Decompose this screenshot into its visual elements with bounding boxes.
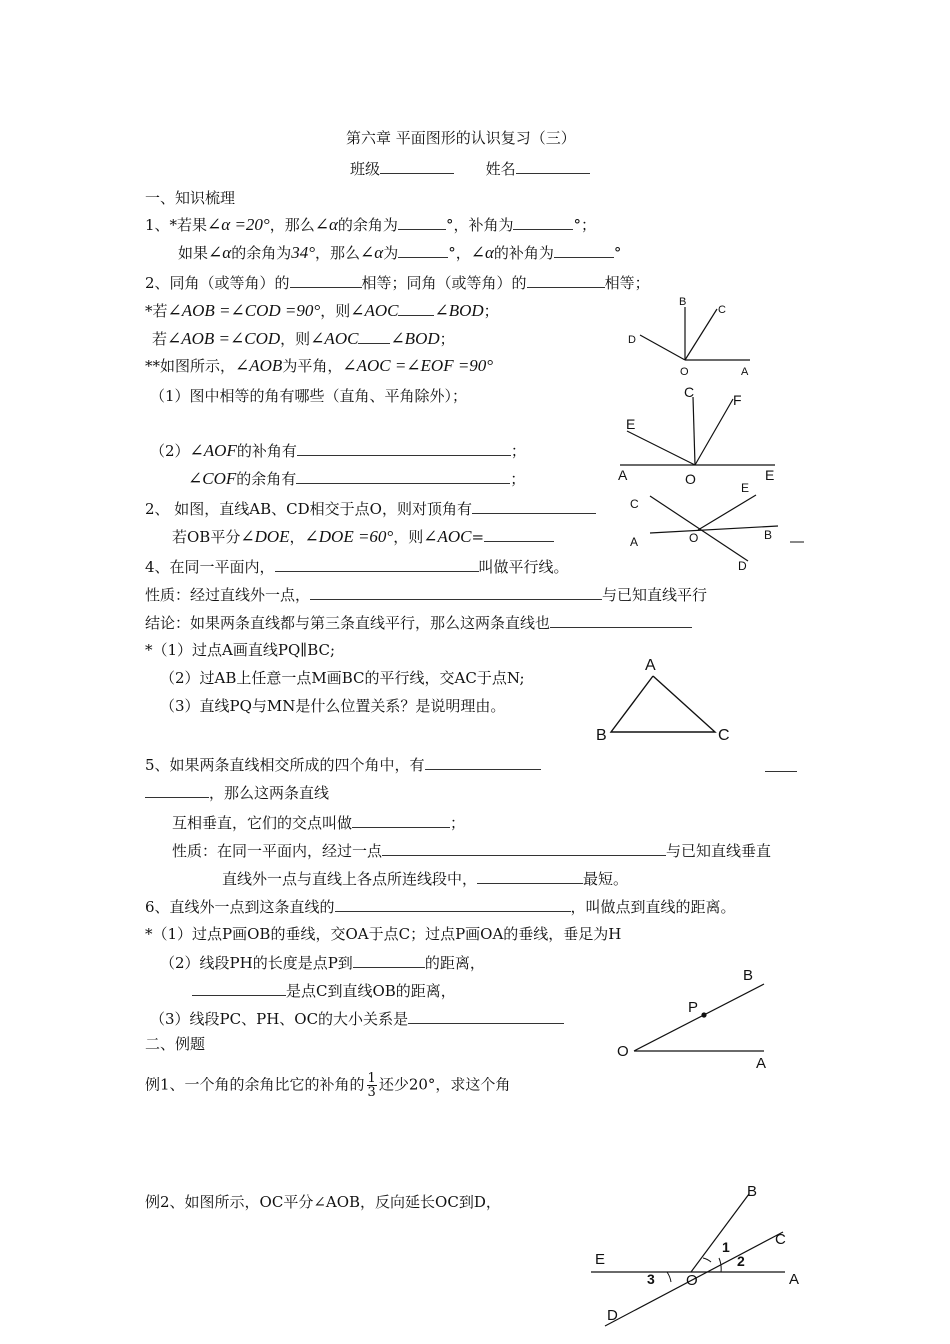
q2-blank-4[interactable] <box>358 328 390 344</box>
q2-line1: 2、同角（或等角）的 相等；同角（或等角）的 相等； <box>145 274 650 292</box>
q5-blank-4[interactable] <box>382 840 666 856</box>
fig2-label-f: F <box>733 392 742 408</box>
q6-blank-1[interactable] <box>335 896 571 912</box>
fig1-label-a: A <box>741 366 749 378</box>
q6-sub1: *（1）过点P画OB的垂线，交OA于点C；过点P画OA的垂线，垂足为H <box>145 925 622 943</box>
figure-angles-1 <box>620 295 760 380</box>
class-label: 班级 <box>350 160 381 178</box>
q5-line5: 直线外一点与直线上各点所连线段中， 最短。 <box>222 870 629 888</box>
q2-sub1: （1）图中相等的角有哪些（直角、平角除外）； <box>150 387 468 405</box>
q3-blank-2[interactable] <box>484 526 554 542</box>
q4-sub1: *（1）过点A画直线PQ∥BC; <box>145 641 336 659</box>
q2-line3: 若∠AOB =∠COD，则∠AOC ∠BOD； <box>152 329 455 348</box>
q6-sub3: 是点C到直线OB的距离， <box>192 980 456 1001</box>
fig4-label-a: A <box>645 657 656 674</box>
figure-angles-2 <box>615 385 785 485</box>
fig6-label-o: O <box>686 1272 698 1289</box>
name-blank[interactable] <box>516 158 590 174</box>
fig5-label-b: B <box>743 967 754 984</box>
fig3-label-e: E <box>741 481 750 495</box>
fig6-label-e: E <box>595 1251 606 1268</box>
fig6-angle-3: 3 <box>647 1271 655 1287</box>
fig2-label-o: O <box>685 471 696 487</box>
q6-blank-3[interactable] <box>192 980 286 996</box>
q1-line2: 如果∠α的余角为34°，那么∠α为 °，∠α的补角为 ° <box>178 243 622 262</box>
q2-line2: *若∠AOB =∠COD =90°，则∠AOC ∠BOD； <box>145 301 499 320</box>
q6-blank-2[interactable] <box>353 952 425 968</box>
q4-blank-1[interactable] <box>275 556 479 572</box>
q5-line4: 性质：在同一平面内，经过一点 与已知直线垂直 <box>172 842 772 860</box>
fig3-label-b: B <box>764 528 773 542</box>
fig3-label-d: D <box>738 559 747 573</box>
class-blank[interactable] <box>380 158 454 174</box>
q6-sub4: （3）线段PC、PH、OC的大小关系是 <box>150 1008 564 1029</box>
q1-blank-2[interactable] <box>513 214 573 230</box>
example2: 例2、如图所示，OC平分∠AOB，反向延长OC到D， <box>145 1193 501 1211</box>
q4-line3: 结论：如果两条直线都与第三条直线平行，那么这两条直线也 <box>145 612 692 633</box>
fig5-label-p: P <box>688 999 699 1016</box>
q5-line1: 5、如果两条直线相交所成的四个角中，有 <box>145 754 541 775</box>
figure-bisector <box>585 1180 810 1330</box>
figure-intersecting-lines <box>620 478 810 573</box>
q1-blank-3[interactable] <box>398 242 448 258</box>
q5-blank-1b[interactable] <box>765 756 797 772</box>
q6-line1: 6、直线外一点到这条直线的 ，叫做点到直线的距离。 <box>145 898 736 916</box>
q4-sub2: （2）过AB上任意一点M画BC的平行线，交AC于点N; <box>160 669 525 687</box>
fig2-label-e2: E <box>765 467 775 483</box>
q4-sub3: （3）直线PQ与MN是什么位置关系？是说明理由。 <box>160 697 506 715</box>
section1-heading: 一、知识梳理 <box>145 189 236 207</box>
q2-sub3: ∠COF的余角有 ； <box>188 469 526 488</box>
fig2-label-a: A <box>618 467 628 483</box>
name-label: 姓名 <box>485 160 516 178</box>
q2-line4: **如图所示，∠AOB为平角，∠AOC =∠EOF =90° <box>145 356 494 375</box>
q4-blank-3[interactable] <box>550 612 692 628</box>
page-title: 第六章 平面图形的认识复习（三） <box>346 129 576 147</box>
q5-blank-1[interactable] <box>425 754 541 770</box>
fig3-label-o: O <box>689 531 699 545</box>
q1-blank-4[interactable] <box>554 242 614 258</box>
fig1-label-b: B <box>679 296 687 308</box>
fig4-label-c: C <box>718 727 730 744</box>
q5-line3: 互相垂直，它们的交点叫做 ； <box>172 814 466 832</box>
fig4-label-b: B <box>596 727 607 744</box>
fig6-label-b: B <box>747 1183 758 1200</box>
q4-blank-2[interactable] <box>310 584 602 600</box>
q5-blank-2[interactable] <box>145 782 209 798</box>
q2-blank-3[interactable] <box>398 300 434 316</box>
fig6-label-c: C <box>775 1231 786 1248</box>
q5-line2: ，那么这两条直线 <box>145 782 329 803</box>
q2-sub2: （2）∠AOF的补角有 ； <box>150 441 526 460</box>
q1-blank-1[interactable] <box>398 214 446 230</box>
q2-blank-2[interactable] <box>527 272 605 288</box>
q4-line1: 4、在同一平面内， 叫做平行线。 <box>145 558 569 576</box>
q2-blank-6[interactable] <box>296 468 510 484</box>
fig6-angle-2: 2 <box>737 1253 745 1269</box>
fig3-label-c: C <box>630 497 639 511</box>
section2-heading: 二、例题 <box>145 1035 206 1053</box>
example1: 例1、一个角的余角比它的补角的 $\frac{1}{3}$ 还少20°，求这个角 <box>145 1071 511 1100</box>
q6-sub2: （2）线段PH的长度是点P到 的距离， <box>160 954 485 972</box>
fig2-label-e: E <box>626 416 636 432</box>
q5-blank-5[interactable] <box>477 868 583 884</box>
fraction-one-third: $\frac{1}{3}$ <box>367 1071 376 1100</box>
fig5-label-a: A <box>756 1055 767 1072</box>
fig2-label-c: C <box>684 384 695 400</box>
fig1-label-o: O <box>680 366 689 378</box>
fig1-label-c: C <box>718 304 726 316</box>
q3-line2: 若OB平分∠DOE，∠DOE =60°，则∠AOC= <box>172 526 554 547</box>
figure-angle-point-p <box>612 962 782 1072</box>
q5-blank-3[interactable] <box>352 812 450 828</box>
q4-line2: 性质：经过直线外一点， 与已知直线平行 <box>145 586 708 604</box>
class-name-line <box>350 158 590 179</box>
figure-triangle-abc <box>593 652 743 747</box>
fig6-label-d: D <box>607 1307 618 1324</box>
q2-blank-1[interactable] <box>290 272 362 288</box>
fig1-label-d: D <box>628 334 636 346</box>
q3-blank-1[interactable] <box>472 498 596 514</box>
q3-line1: 2、 如图，直线AB、CD相交于点O，则对顶角有 <box>145 498 596 519</box>
fig5-label-o: O <box>617 1043 629 1060</box>
fig6-angle-1: 1 <box>722 1239 730 1255</box>
fig3-label-a: A <box>630 535 639 549</box>
q2-blank-5[interactable] <box>297 440 511 456</box>
q1-line1: 1、*若果∠α =20°，那么∠α的余角为 °，补角为 °； <box>145 215 596 234</box>
fig6-label-a: A <box>789 1271 800 1288</box>
q6-blank-4[interactable] <box>408 1008 564 1024</box>
